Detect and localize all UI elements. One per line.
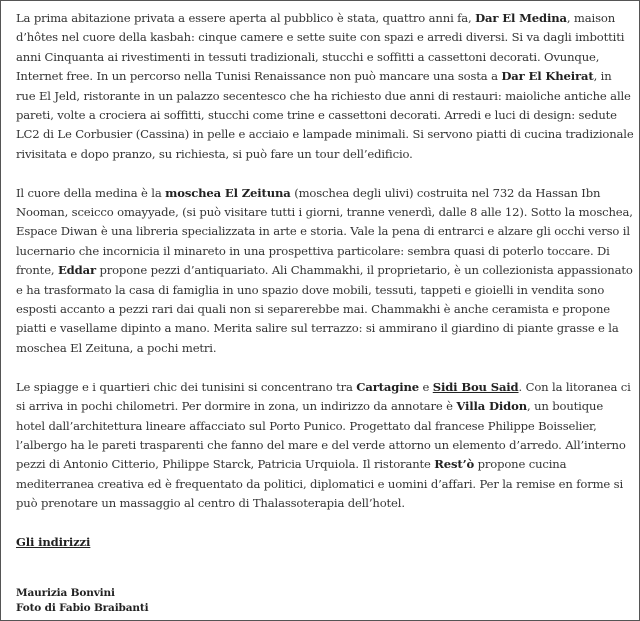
text-run: , in rue El Jeld, ristorante in un palazzo secentesco che ha richiesto due anni di restauri: maioliche antiche alle pareti, volte a crociera ai soffitti, stucchi come trine e cassettoni decorati. Arredi e luci di design: sedute LC2 di Le Corbusier (Cassina) in pelle e acciaio e lampade minimali. Si servono piatti di cucina tradizionale rivisitata e dopo pranzo, su richiesta, si può fare un tour dell’edificio. <box>16 69 634 161</box>
article-body <box>16 9 634 616</box>
addresses-link[interactable] <box>16 533 634 552</box>
author-credit: Maurizia Bonvini <box>16 587 115 600</box>
place-name-cartagine: Cartagine <box>356 379 419 394</box>
text-run: , maison d’hôtes nel cuore della kasbah: cinque camere e sette suite con spazi e arredi diversi. Si va dagli imbottiti anni Cinquanta ai rivestimenti in tessuti tradizionali, stucchi e soffitti a cassettoni decorati. Ovunque, Internet free. In un percorso nella Tunisi Renaissance non può mancare una sosta a <box>16 11 625 84</box>
text-run: propone pezzi d’antiquariato. Ali Chammakhi, il proprietario, è un collezionista appassionato e ha trasformato la casa di famiglia in uno spazio dove mobili, tessuti, tappeti e gioielli in vendita sono esposti accanto a pezzi rari dai quali non si separerebbe mai. Chammakhi è anche ceramista e propone piatti e vasellame dipinto a mano. Merita salire sul terrazzo: si ammirano il giardino di piante grasse e la moschea El Zeituna, a pochi metri. <box>16 263 633 355</box>
paragraph-el-zeituna <box>16 184 634 359</box>
text-run: e <box>418 379 433 394</box>
paragraph-cartagine <box>16 378 634 514</box>
text-run: . Con la litoranea ci si arriva in pochi chilometri. Per dormire in zona, un indirizzo da annotare è <box>16 379 631 414</box>
photo-credit: Foto di Fabio Braibanti <box>16 602 149 615</box>
paragraph-dar-el-medina <box>16 9 634 164</box>
place-name-eddar: Eddar <box>57 263 96 278</box>
place-name-dar-el-medina: Dar El Medina <box>475 11 567 25</box>
sidi-bou-said-link[interactable]: Sidi Bou Said <box>432 379 519 394</box>
text-run: Il cuore della medina è la <box>16 185 166 200</box>
place-name-villa-didon: Villa Didon <box>456 399 527 414</box>
text-run: La prima abitazione privata a essere aperta al pubblico è stata, quattro anni fa, <box>16 11 476 25</box>
place-name-resto: Rest’ò <box>434 457 475 472</box>
text-run: (moschea degli ulivi) costruita nel 732 da Hassan Ibn Nooman, sceicco omayyade, (si può visitare tutti i giorni, tranne venerdì, dalle 8 alle 12). Sotto la moschea, Espace Diwan è una libreria specializzata in arte e storia. Vale la pena di entrarci e alzare gli occhi verso il lucernario che incornicia il minareto in una prospettiva particolare: sembra quasi di poterlo toccare. Di fronte, <box>16 185 633 278</box>
place-name-dar-el-kheirat: Dar El Kheirat <box>501 69 594 84</box>
text-run: , un boutique hotel dall’architettura lineare affacciato sul Porto Punico. Progettato dal francese Philippe Boisselier, l’albergo ha le pareti trasparenti che fanno del mare e del verde attorno un elemento d’arredo. All’interno pezzi di Antonio Citterio, Philippe Starck, Patricia Urquiola. Il ristorante <box>16 399 626 472</box>
credits <box>16 586 634 616</box>
place-name-moschea-el-zeituna: moschea El Zeituna <box>165 185 291 200</box>
addresses-link-text[interactable]: Gli indirizzi <box>16 534 91 549</box>
text-run: propone cucina mediterranea creativa ed è frequentato da politici, diplomatici e uomini d’affari. Per la remise en forme si può prenotare un massaggio al centro di Thalassoterapia dell’hotel. <box>16 457 624 511</box>
text-run: Le spiagge e i quartieri chic dei tunisini si concentrano tra <box>16 379 357 394</box>
